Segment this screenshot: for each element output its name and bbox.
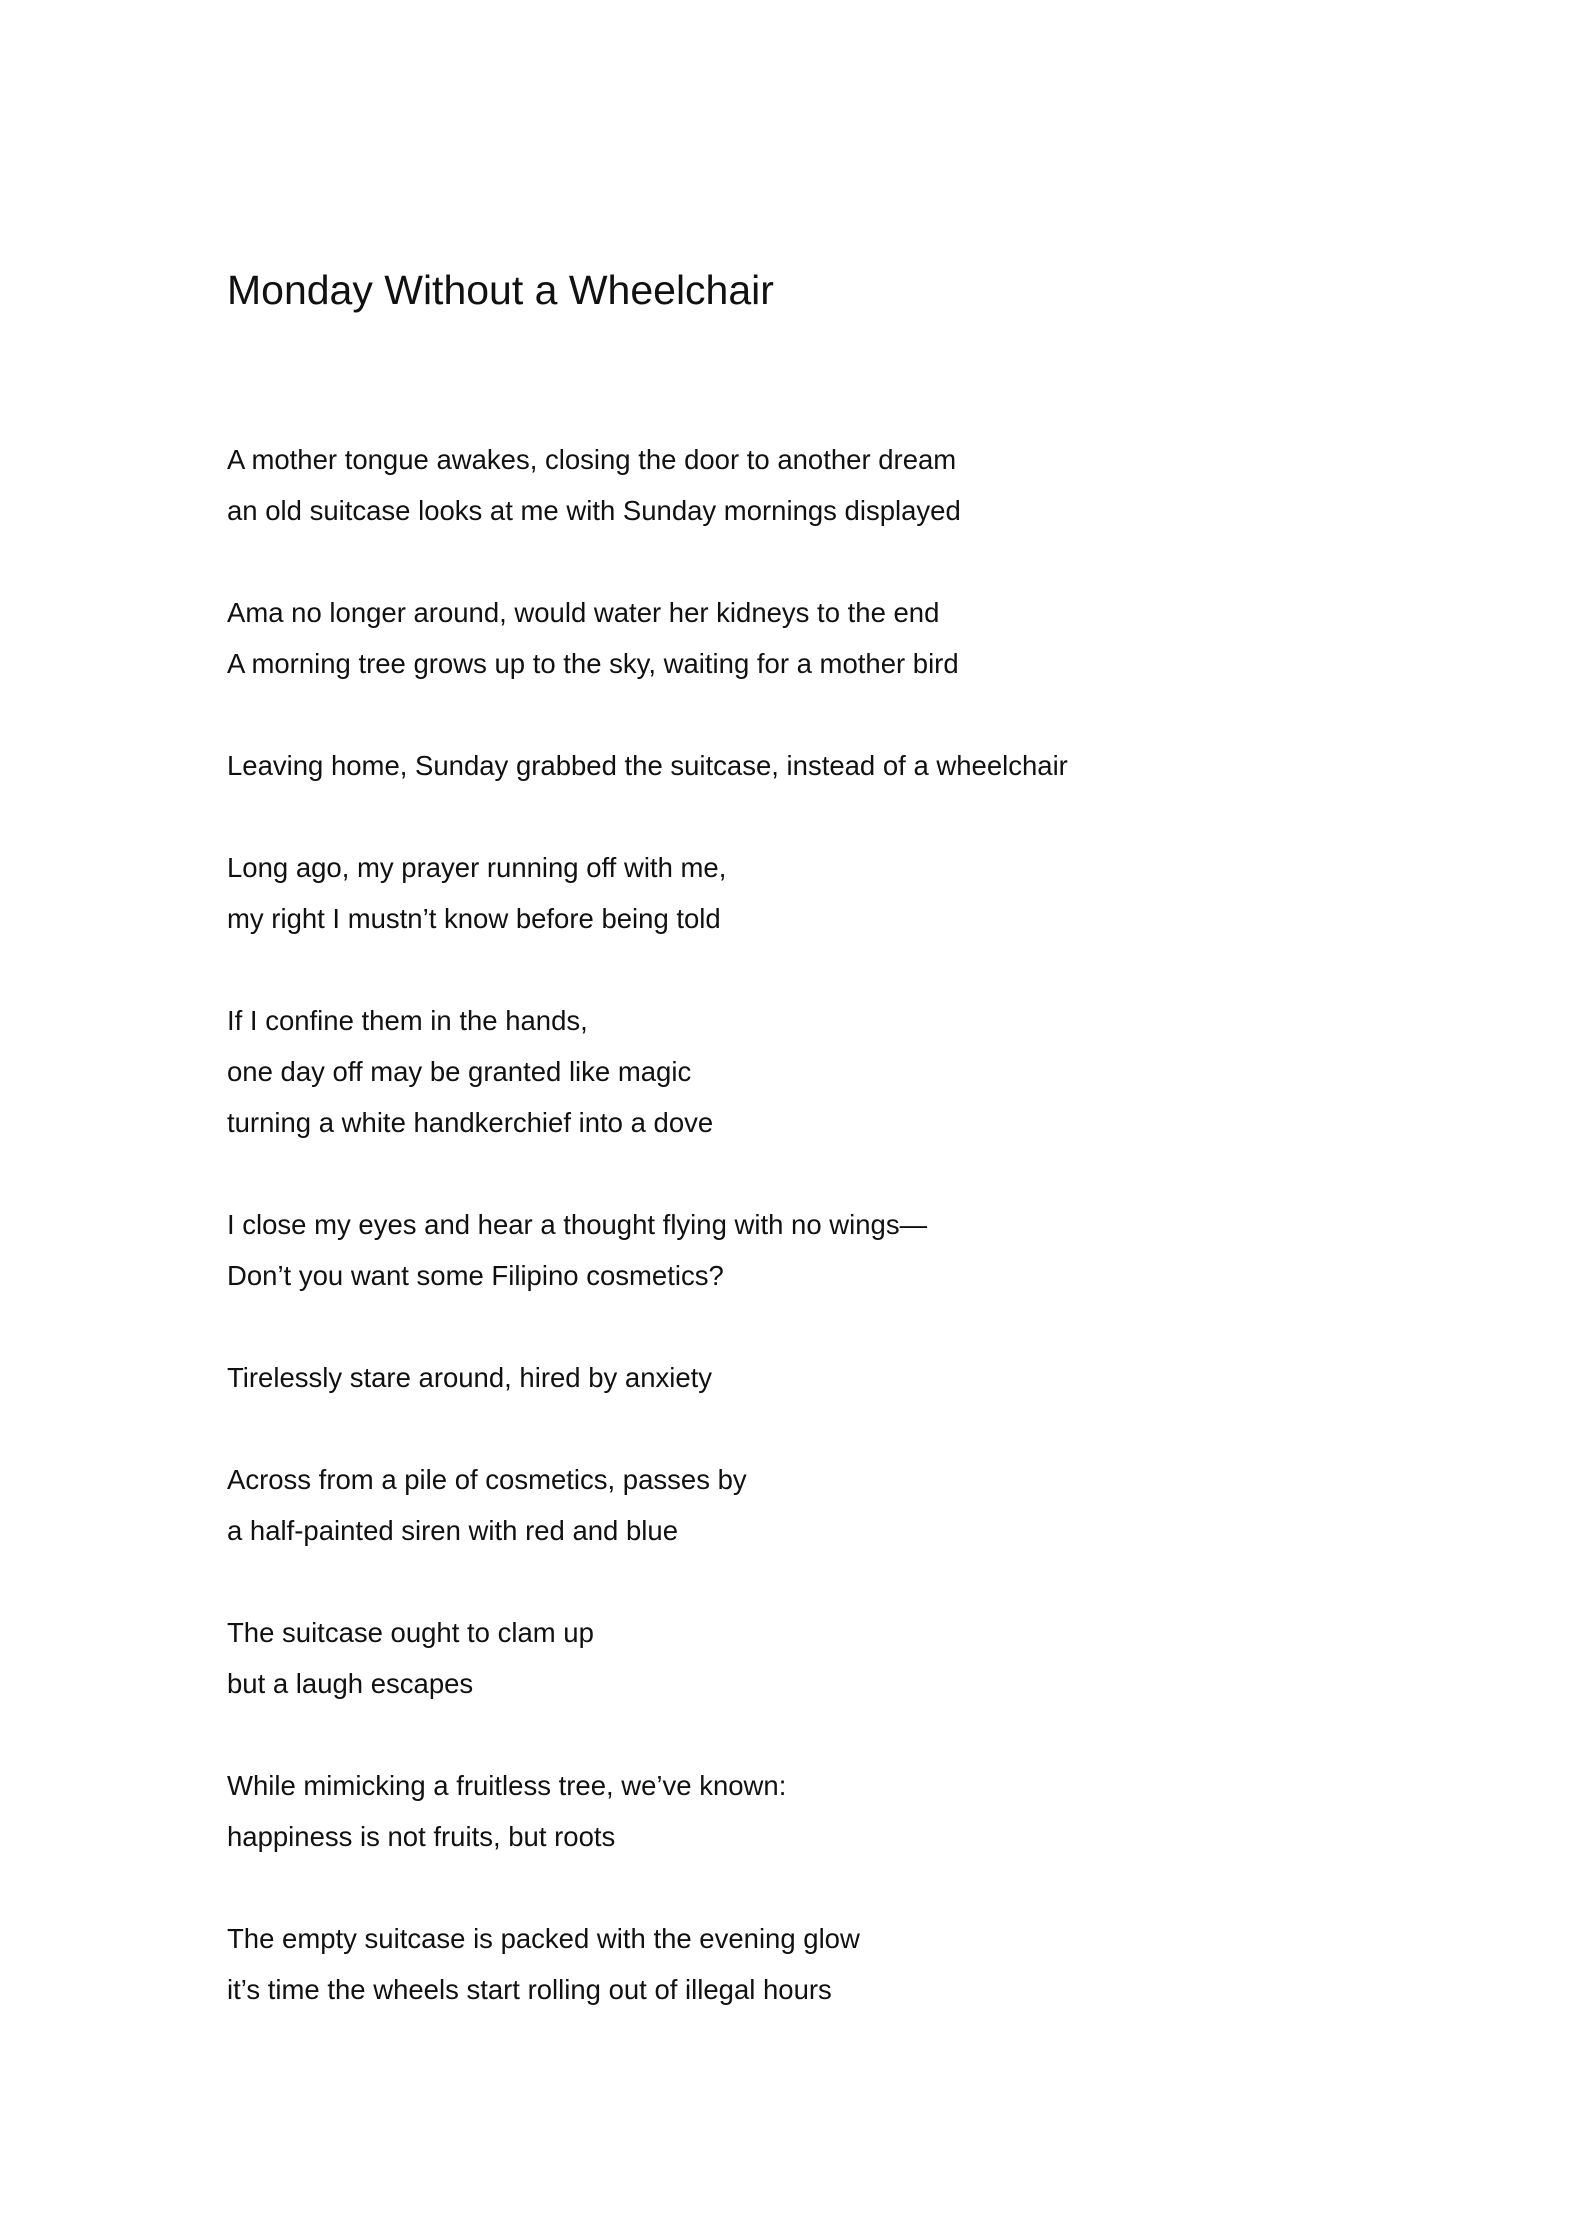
poem-body — [227, 434, 1427, 2066]
poem-line: If I confine them in the hands, — [227, 1005, 588, 1036]
stanza — [227, 740, 1427, 791]
poem-line: my right I mustn’t know before being told — [227, 903, 721, 934]
poem-line: but a laugh escapes — [227, 1668, 474, 1699]
poem-line: The empty suitcase is packed with the evening glow — [227, 1923, 860, 1954]
stanza — [227, 1454, 1427, 1556]
poem-line: turning a white handkerchief into a dove — [227, 1107, 714, 1138]
stanza — [227, 1607, 1427, 1709]
poem-line: happiness is not fruits, but roots — [227, 1821, 616, 1852]
poem-title: Monday Without a Wheelchair — [227, 267, 774, 313]
poem-line: I close my eyes and hear a thought flying with no wings— — [227, 1209, 928, 1240]
poem-line: one day off may be granted like magic — [227, 1056, 692, 1087]
poem-line: Long ago, my prayer running off with me, — [227, 852, 727, 883]
stanza — [227, 1913, 1427, 2015]
poem-line: Tirelessly stare around, hired by anxiety — [227, 1362, 713, 1393]
stanza — [227, 1352, 1427, 1403]
stanza — [227, 1760, 1427, 1862]
stanza — [227, 995, 1427, 1148]
poem-line: a half-painted siren with red and blue — [227, 1515, 678, 1546]
poem-line: an old suitcase looks at me with Sunday mornings displayed — [227, 495, 961, 526]
poem-line: While mimicking a fruitless tree, we’ve known: — [227, 1770, 787, 1801]
stanza — [227, 434, 1427, 536]
poem-line: Don’t you want some Filipino cosmetics? — [227, 1260, 724, 1291]
poem-line: Across from a pile of cosmetics, passes by — [227, 1464, 747, 1495]
stanza — [227, 1199, 1427, 1301]
poem-line: it’s time the wheels start rolling out of illegal hours — [227, 1974, 832, 2005]
poem-line: Ama no longer around, would water her kidneys to the end — [227, 597, 940, 628]
poem-line: Leaving home, Sunday grabbed the suitcase, instead of a wheelchair — [227, 750, 1068, 781]
stanza — [227, 587, 1427, 689]
poem-line: The suitcase ought to clam up — [227, 1617, 594, 1648]
stanza — [227, 842, 1427, 944]
poem-line: A morning tree grows up to the sky, waiting for a mother bird — [227, 648, 959, 679]
poem-line: A mother tongue awakes, closing the door to another dream — [227, 444, 957, 475]
